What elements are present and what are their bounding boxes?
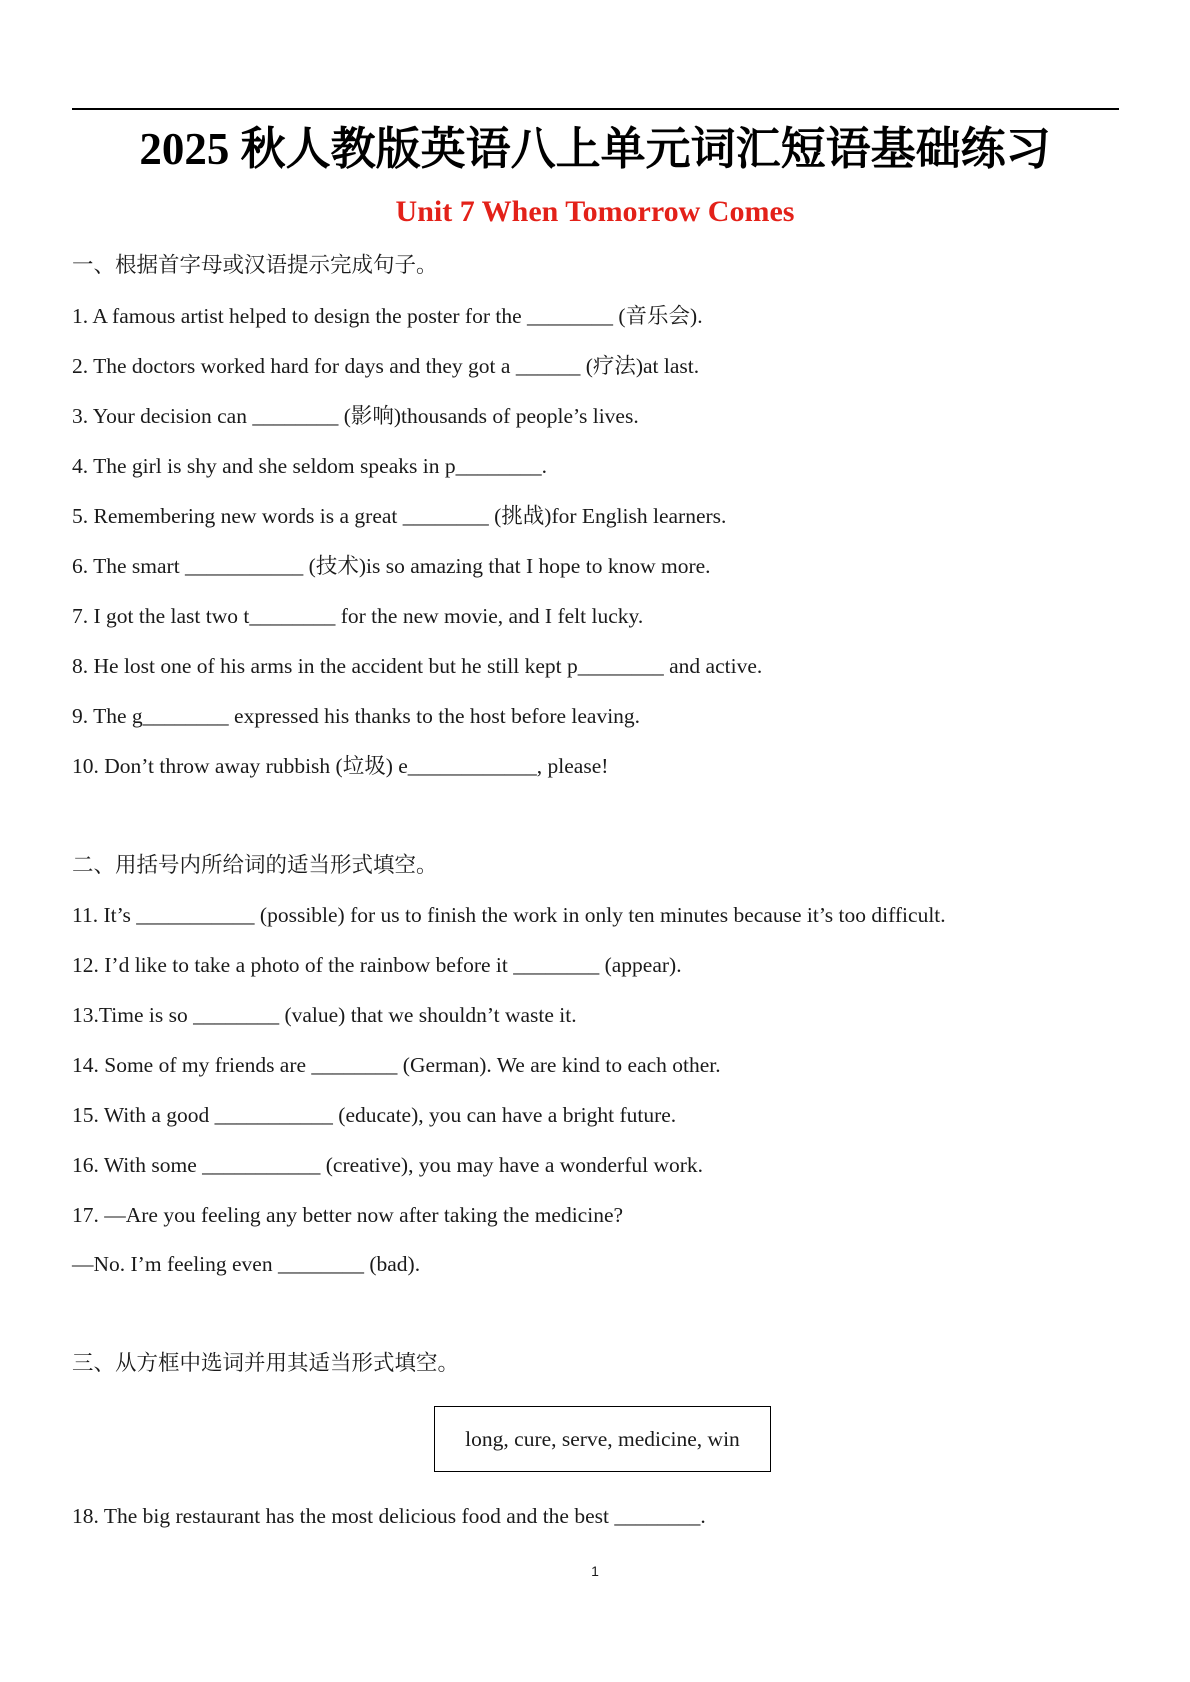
exercise-line: 4. The girl is shy and she seldom speaks in p________. — [72, 454, 547, 478]
exercise-line: 13.Time is so ________ (value) that we shouldn’t waste it. — [72, 1003, 577, 1027]
exercise-line: 6. The smart ___________ (技术)is so amazing that I hope to know more. — [72, 554, 711, 578]
section-2-heading: 二、用括号内所给词的适当形式填空。 — [72, 853, 438, 877]
section-3-heading: 三、从方框中选词并用其适当形式填空。 — [72, 1351, 460, 1375]
exercise-line: 9. The g________ expressed his thanks to the host before leaving. — [72, 704, 641, 728]
exercise-line: 2. The doctors worked hard for days and they got a ______ (疗法)at last. — [72, 354, 700, 378]
exercise-line: 5. Remembering new words is a great ________ (挑战)for English learners. — [72, 504, 727, 528]
exercise-line: 1. A famous artist helped to design the poster for the ________ (音乐会). — [72, 304, 703, 328]
unit-subtitle: Unit 7 When Tomorrow Comes — [395, 195, 795, 228]
exercise-line: 3. Your decision can ________ (影响)thousands of people’s lives. — [72, 404, 639, 428]
exercise-line: 8. He lost one of his arms in the accident but he still kept p________ and active. — [72, 654, 763, 678]
top-rule — [72, 108, 1119, 110]
exercise-line: 18. The big restaurant has the most delicious food and the best ________. — [72, 1504, 706, 1528]
exercise-line: 14. Some of my friends are ________ (German). We are kind to each other. — [72, 1053, 721, 1077]
exercise-line: 17. —Are you feeling any better now after taking the medicine? — [72, 1203, 624, 1227]
exercise-line: 7. I got the last two t________ for the new movie, and I felt lucky. — [72, 604, 644, 628]
exercise-line: 10. Don’t throw away rubbish (垃圾) e____________, please! — [72, 754, 609, 778]
exercise-line: 15. With a good ___________ (educate), you can have a bright future. — [72, 1103, 677, 1127]
page-number: 1 — [591, 1563, 599, 1579]
page-title: 2025 秋人教版英语八上单元词汇短语基础练习 — [139, 124, 1051, 174]
exercise-line: —No. I’m feeling even ________ (bad). — [72, 1252, 421, 1276]
section-1-heading: 一、根据首字母或汉语提示完成句子。 — [72, 253, 438, 277]
exercise-line: 11. It’s ___________ (possible) for us to finish the work in only ten minutes because it’s too difficult. — [72, 903, 946, 927]
word-box: long, cure, serve, medicine, win — [434, 1406, 771, 1472]
exercise-line: 16. With some ___________ (creative), you may have a wonderful work. — [72, 1153, 704, 1177]
exercise-line: 12. I’d like to take a photo of the rainbow before it ________ (appear). — [72, 953, 682, 977]
